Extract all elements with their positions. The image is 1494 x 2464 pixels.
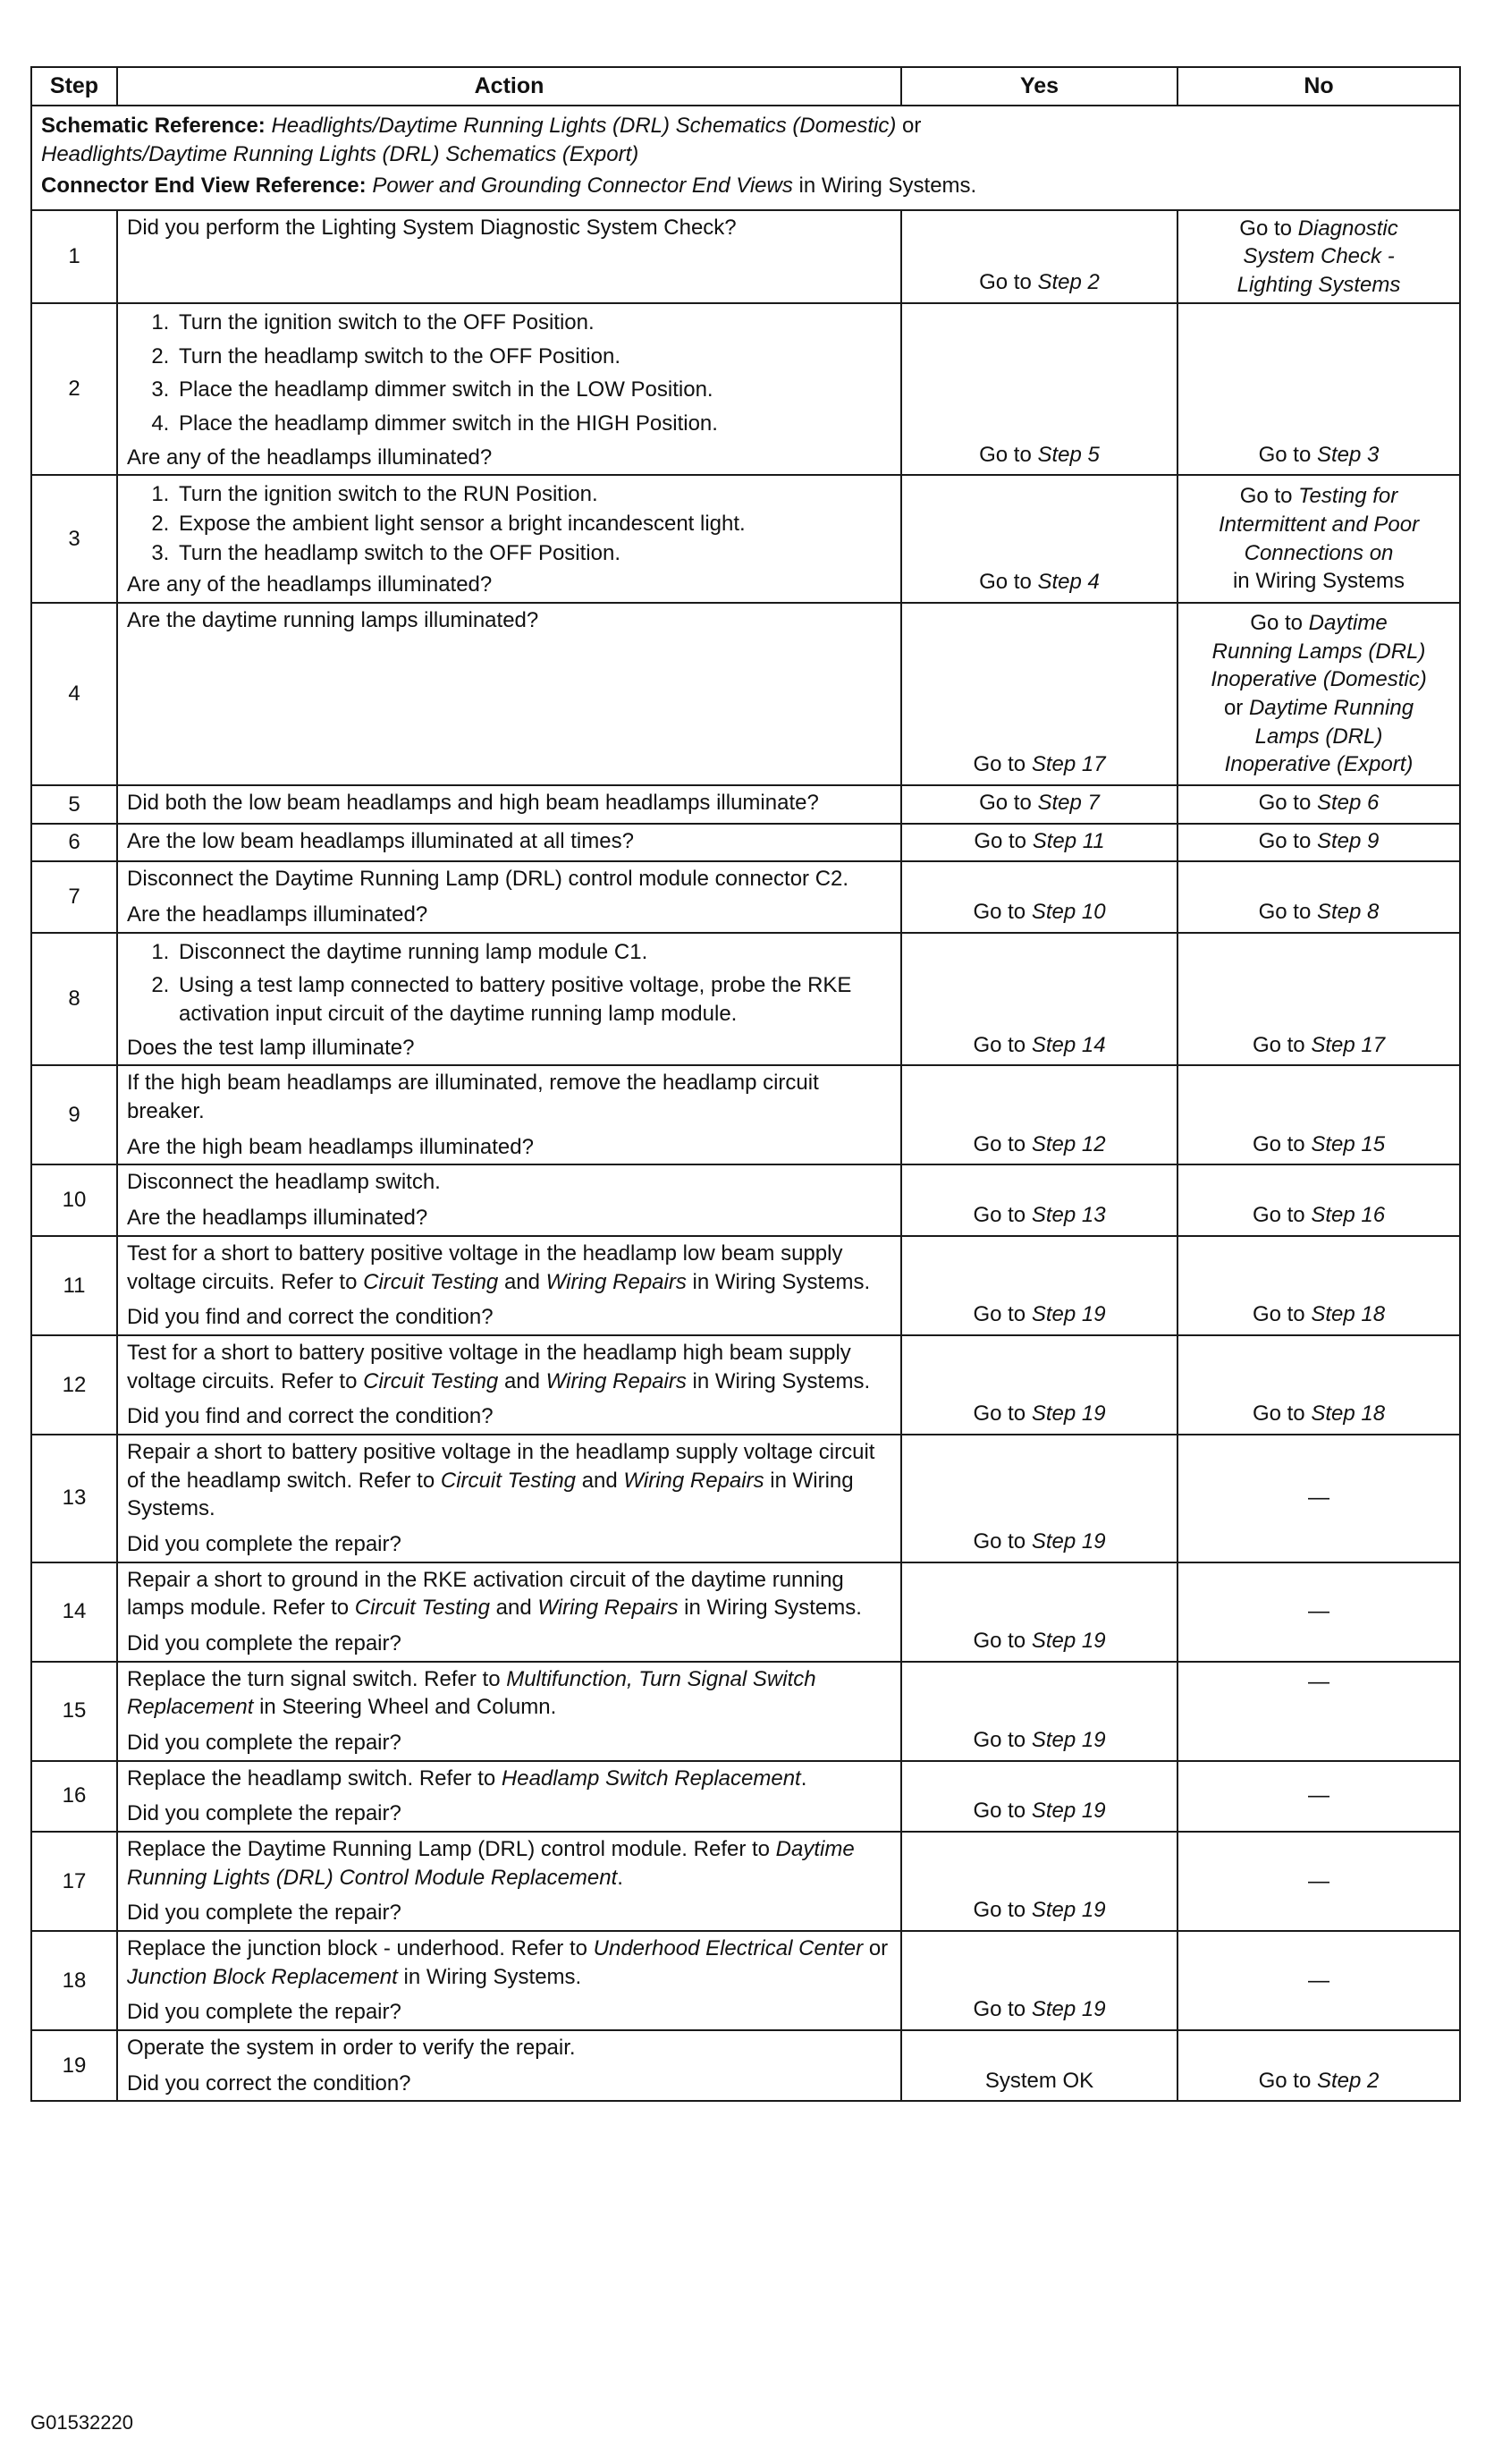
no-goto: Go to: [1239, 484, 1299, 509]
no-goto: Go to: [1258, 828, 1317, 853]
header-action: Action: [117, 67, 901, 106]
instruction-text: in Wiring Systems.: [678, 1596, 862, 1621]
step-number: 18: [31, 1931, 117, 2030]
yes-cell: [901, 1761, 1177, 1832]
diagnostic-table-sheet: [30, 66, 1461, 2102]
yes-step-link: Step 17: [1031, 752, 1106, 777]
step-question: Are any of the headlamps illuminated?: [127, 445, 493, 470]
table-row: [31, 303, 1460, 475]
step-action: [117, 1832, 901, 1931]
step-action: [117, 2030, 901, 2101]
no-cell: [1177, 603, 1460, 785]
step-instructions: [127, 480, 891, 567]
header-yes: Yes: [901, 67, 1177, 106]
table-row: [31, 933, 1460, 1066]
step-question: Did you complete the repair?: [127, 2000, 401, 2025]
table-row: [31, 210, 1460, 303]
yes-step-link: Step 19: [1031, 1401, 1106, 1427]
step-number: 14: [31, 1562, 117, 1662]
step-action: [117, 933, 901, 1066]
yes-step-link: Step 19: [1031, 1898, 1106, 1923]
step-number: 8: [31, 933, 117, 1066]
table-row: [31, 1335, 1460, 1435]
yes-cell: [901, 1335, 1177, 1435]
table-row: [31, 475, 1460, 603]
no-cell: [1177, 1335, 1460, 1435]
no-line: [1187, 482, 1450, 511]
no-step-link: Step 15: [1311, 1131, 1386, 1156]
no-cell: —: [1177, 1931, 1460, 2030]
no-line: Inoperative (Domestic): [1211, 667, 1427, 692]
no-goto: Go to: [1252, 1032, 1312, 1057]
step-question: Did you complete the repair?: [127, 1531, 401, 1556]
no-step-link: Step 6: [1316, 791, 1380, 816]
yes-cell: [901, 210, 1177, 303]
step-action: [117, 303, 901, 475]
instruction-item: 2. Turn the headlamp switch to the OFF Position.: [175, 343, 891, 371]
no-goto: Go to: [1258, 900, 1317, 925]
ref-circuit-testing: Circuit Testing: [354, 1596, 490, 1621]
yes-goto: Go to: [973, 1997, 1032, 2022]
step-number: 12: [31, 1335, 117, 1435]
yes-goto: Go to: [979, 791, 1038, 816]
yes-goto: Go to: [974, 828, 1033, 853]
table-row: [31, 1435, 1460, 1562]
instruction-item: 3. Turn the headlamp switch to the OFF Position.: [175, 539, 891, 568]
step-action: [117, 1065, 901, 1164]
step-number: 1: [31, 210, 117, 303]
instruction-item: 3. Place the headlamp dimmer switch in the LOW Position.: [175, 376, 891, 404]
no-goto: Go to: [1252, 1203, 1312, 1228]
instruction-text: Repair a short to ground in the RKE activation circuit of the daytime running lamps module. Refer to: [127, 1567, 844, 1621]
connector-reference: [41, 172, 1450, 200]
no-goto: Go to: [1252, 1131, 1312, 1156]
instruction-text: Replace the Daytime Running Lamp (DRL) control module. Refer to: [127, 1836, 776, 1861]
yes-goto: Go to: [973, 1799, 1032, 1824]
no-line: System Check -: [1243, 244, 1395, 269]
yes-goto: Go to: [973, 1203, 1032, 1228]
no-step-link: Step 2: [1316, 2068, 1380, 2093]
step-action: [117, 785, 901, 824]
step-number: 4: [31, 603, 117, 785]
step-action: [117, 1562, 901, 1662]
instruction-text: in Wiring Systems.: [397, 1964, 582, 1989]
yes-goto: Go to: [979, 270, 1038, 295]
no-step-link: Step 18: [1311, 1401, 1386, 1427]
no-line: Inoperative (Export): [1224, 752, 1414, 777]
step-question: Did you correct the condition?: [127, 2070, 411, 2096]
no-step-link: Step 16: [1311, 1203, 1386, 1228]
yes-step-link: Step 19: [1031, 1799, 1106, 1824]
ref-wiring-repairs: Wiring Repairs: [537, 1596, 679, 1621]
no-cell: —: [1177, 1832, 1460, 1931]
step-number: 13: [31, 1435, 117, 1562]
step-instruction: [127, 1765, 891, 1793]
instruction-text: Test for a short to battery positive voltage in the headlamp high beam supply voltage circuits. Refer to: [127, 1340, 851, 1393]
no-link-daytime-export: Daytime Running: [1248, 696, 1414, 721]
step-action: [117, 1435, 901, 1562]
yes-goto: Go to: [973, 1727, 1032, 1752]
no-line: [1182, 609, 1456, 638]
no-goto: Go to: [1258, 442, 1317, 467]
ref-circuit-testing: Circuit Testing: [363, 1368, 499, 1393]
no-link-daytime: Daytime: [1308, 611, 1388, 636]
ref-headlamp-switch: Headlamp Switch Replacement: [501, 1765, 801, 1791]
yes-cell: [901, 475, 1177, 603]
instruction-text: in Wiring Systems.: [127, 1468, 854, 1521]
ref-circuit-testing: Circuit Testing: [440, 1468, 577, 1493]
no-goto: Go to: [1258, 791, 1317, 816]
instruction-text: in Wiring Systems.: [686, 1269, 871, 1294]
yes-step-link: Step 2: [1037, 270, 1100, 295]
table-row: [31, 2030, 1460, 2101]
step-question: Are the headlamps illuminated?: [127, 1206, 428, 1231]
no-step-link: Step 3: [1316, 442, 1380, 467]
no-cell: [1177, 1236, 1460, 1335]
step-instruction: [127, 1665, 891, 1722]
no-line: [1182, 694, 1456, 723]
instruction-text: Replace the junction block - underhood. Refer to: [127, 1935, 594, 1960]
connector-tail: in Wiring Systems.: [792, 174, 977, 199]
no-goto: Go to: [1252, 1401, 1312, 1427]
step-action: [117, 1662, 901, 1761]
step-question: Did you find and correct the condition?: [127, 1404, 494, 1429]
instruction-text: and: [576, 1468, 624, 1493]
step-instruction: [127, 1339, 891, 1395]
ref-wiring-repairs: Wiring Repairs: [545, 1269, 687, 1294]
no-cell: [1177, 785, 1460, 824]
yes-step-link: Step 19: [1031, 1528, 1106, 1554]
step-instruction: [127, 1240, 891, 1296]
step-question: Are the daytime running lamps illuminated?: [127, 608, 539, 633]
instruction-text: Test for a short to battery positive voltage in the headlamp low beam supply voltage circuits. Refer to: [127, 1240, 843, 1294]
yes-goto: Go to: [973, 1302, 1032, 1327]
step-number: 9: [31, 1065, 117, 1164]
yes-cell: [901, 1065, 1177, 1164]
schematic-link-domestic: Headlights/Daytime Running Lights (DRL) Schematics (Domestic): [271, 114, 897, 138]
no-goto: Go to: [1239, 216, 1298, 241]
yes-cell: [901, 1662, 1177, 1761]
no-cell: —: [1177, 1562, 1460, 1662]
no-cell: [1177, 475, 1460, 603]
step-number: 7: [31, 861, 117, 932]
step-instruction: If the high beam headlamps are illuminated, remove the headlamp circuit breaker.: [127, 1071, 819, 1124]
step-question: Are the high beam headlamps illuminated?: [127, 1134, 534, 1159]
step-question: Are the low beam headlamps illuminated at all times?: [127, 828, 634, 853]
step-instruction: Operate the system in order to verify the repair.: [127, 2035, 576, 2060]
table-row: [31, 824, 1460, 862]
step-number: 11: [31, 1236, 117, 1335]
no-line: Lamps (DRL): [1254, 724, 1383, 749]
yes-cell: [901, 785, 1177, 824]
step-question: Did both the low beam headlamps and high beam headlamps illuminate?: [127, 791, 819, 816]
yes-goto: Go to: [973, 1401, 1032, 1427]
step-action: [117, 1335, 901, 1435]
yes-step-link: Step 19: [1031, 1302, 1106, 1327]
step-number: 2: [31, 303, 117, 475]
ref-drl-module: Daytime Running Lights (DRL) Control Module Replacement: [127, 1836, 855, 1890]
instruction-text: .: [800, 1765, 807, 1791]
yes-step-link: Step 19: [1031, 1727, 1106, 1752]
instruction-text: and: [498, 1368, 546, 1393]
yes-step-link: Step 7: [1037, 791, 1100, 816]
no-goto: Go to: [1258, 2068, 1317, 2093]
step-instructions: [127, 309, 891, 438]
instruction-item: 2. Expose the ambient light sensor a bright incandescent light.: [175, 510, 891, 538]
figure-id: G01532220: [30, 2411, 133, 2434]
yes-goto: Go to: [973, 1032, 1032, 1057]
no-line: Connections on: [1244, 540, 1394, 565]
instruction-text: Replace the headlamp switch. Refer to: [127, 1765, 502, 1791]
connector-label: Connector End View Reference:: [41, 174, 367, 199]
ref-wiring-repairs: Wiring Repairs: [545, 1368, 687, 1393]
step-action: [117, 1761, 901, 1832]
yes-cell: [901, 1164, 1177, 1235]
instruction-item: 2. Using a test lamp connected to battery positive voltage, probe the RKE activation input circuit of the daytime running lamp module.: [175, 971, 891, 1028]
yes-goto: Go to: [973, 900, 1032, 925]
step-instructions: [127, 938, 891, 1029]
no-line: in Wiring Systems: [1232, 569, 1405, 594]
no-cell: [1177, 1164, 1460, 1235]
ref-circuit-testing: Circuit Testing: [363, 1269, 499, 1294]
yes-step-link: Step 19: [1031, 1997, 1106, 2022]
no-cell: [1177, 1065, 1460, 1164]
yes-cell: [901, 1562, 1177, 1662]
step-action: [117, 1164, 901, 1235]
yes-goto: Go to: [979, 570, 1038, 595]
yes-goto: Go to: [973, 1131, 1032, 1156]
yes-step-link: Step 19: [1031, 1628, 1106, 1653]
table-row: [31, 861, 1460, 932]
no-line: Intermittent and Poor: [1218, 512, 1420, 538]
instruction-text: in Wiring Systems.: [686, 1368, 871, 1393]
step-question: Are any of the headlamps illuminated?: [127, 572, 493, 597]
table-row: [31, 1164, 1460, 1235]
no-step-link: Step 9: [1316, 828, 1380, 853]
yes-step-link: Step 11: [1032, 828, 1105, 853]
instruction-item: 1. Turn the ignition switch to the RUN Position.: [175, 480, 891, 509]
diagnostic-table: [30, 66, 1461, 2102]
schematic-or: or: [896, 114, 922, 138]
header-step: Step: [31, 67, 117, 106]
yes-cell: [901, 303, 1177, 475]
no-cell: [1177, 861, 1460, 932]
step-question: Did you complete the repair?: [127, 1730, 401, 1755]
no-cell: [1177, 210, 1460, 303]
yes-step-link: Step 12: [1031, 1131, 1106, 1156]
yes-cell: [901, 1931, 1177, 2030]
no-cell: [1177, 824, 1460, 862]
step-instruction: [127, 1438, 891, 1523]
table-row: [31, 785, 1460, 824]
yes-cell: [901, 1435, 1177, 1562]
header-no: No: [1177, 67, 1460, 106]
step-number: 17: [31, 1832, 117, 1931]
no-link-testing: Testing for: [1298, 484, 1398, 509]
step-instruction: [127, 1566, 891, 1622]
instruction-text: or: [863, 1935, 889, 1960]
no-cell: —: [1177, 1662, 1460, 1761]
no-line: Lighting Systems: [1237, 272, 1401, 297]
yes-cell: [901, 824, 1177, 862]
ref-junction-block: Junction Block Replacement: [127, 1964, 398, 1989]
yes-goto: Go to: [979, 442, 1038, 467]
ref-underhood-center: Underhood Electrical Center: [593, 1935, 864, 1960]
no-cell: —: [1177, 1435, 1460, 1562]
table-row: [31, 1236, 1460, 1335]
step-action: [117, 1931, 901, 2030]
step-action: [117, 210, 901, 303]
table-row: [31, 1931, 1460, 2030]
no-or: or: [1223, 696, 1249, 721]
no-cell: [1177, 933, 1460, 1066]
reference-row: [31, 106, 1460, 210]
instruction-item: 1. Turn the ignition switch to the OFF Position.: [175, 309, 891, 337]
step-number: 5: [31, 785, 117, 824]
no-step-link: Step 8: [1316, 900, 1380, 925]
yes-step-link: Step 5: [1037, 442, 1100, 467]
step-question: Did you find and correct the condition?: [127, 1305, 494, 1330]
step-instruction: [127, 1935, 891, 1991]
yes-goto: Go to: [973, 1898, 1032, 1923]
yes-cell: [901, 1236, 1177, 1335]
step-action: [117, 475, 901, 603]
step-number: 3: [31, 475, 117, 603]
yes-cell: [901, 861, 1177, 932]
step-instruction: Disconnect the headlamp switch.: [127, 1170, 441, 1195]
step-question: Did you complete the repair?: [127, 1630, 401, 1655]
step-question: Did you perform the Lighting System Diagnostic System Check?: [127, 216, 737, 241]
table-row: [31, 1662, 1460, 1761]
table-row: [31, 1562, 1460, 1662]
yes-goto: Go to: [973, 1528, 1032, 1554]
step-action: [117, 1236, 901, 1335]
yes-cell: [901, 603, 1177, 785]
schematic-reference: [41, 112, 1450, 168]
table-row: [31, 603, 1460, 785]
step-number: 10: [31, 1164, 117, 1235]
yes-step-link: Step 4: [1037, 570, 1100, 595]
ref-turn-signal-switch: Multifunction, Turn Signal Switch Replacement: [127, 1666, 816, 1720]
step-number: 6: [31, 824, 117, 862]
step-number: 15: [31, 1662, 117, 1761]
step-number: 16: [31, 1761, 117, 1832]
yes-cell: [901, 933, 1177, 1066]
no-step-link: Step 18: [1311, 1302, 1386, 1327]
instruction-item: 1. Disconnect the daytime running lamp module C1.: [175, 938, 891, 967]
reference-cell: [31, 106, 1460, 210]
no-goto: Go to: [1252, 1302, 1312, 1327]
table-header-row: [31, 67, 1460, 106]
step-question: Did you complete the repair?: [127, 1901, 401, 1926]
no-link-diagnostic: Diagnostic: [1297, 216, 1398, 241]
step-action: [117, 603, 901, 785]
schematic-link-export: Headlights/Daytime Running Lights (DRL) Schematics (Export): [41, 141, 639, 166]
instruction-text: and: [489, 1596, 538, 1621]
no-step-link: Step 17: [1311, 1032, 1386, 1057]
yes-step-link: Step 14: [1031, 1032, 1106, 1057]
connector-link: Power and Grounding Connector End Views: [372, 174, 793, 199]
ref-wiring-repairs: Wiring Repairs: [623, 1468, 764, 1493]
step-question: Did you complete the repair?: [127, 1801, 401, 1826]
no-line: [1187, 215, 1450, 243]
instruction-item: 4. Place the headlamp dimmer switch in the HIGH Position.: [175, 410, 891, 438]
yes-goto: Go to: [973, 752, 1032, 777]
yes-goto: Go to: [973, 1628, 1032, 1653]
step-question: Does the test lamp illuminate?: [127, 1035, 415, 1060]
no-goto: Go to: [1250, 611, 1309, 636]
yes-step-link: Step 13: [1031, 1203, 1106, 1228]
instruction-text: and: [498, 1269, 546, 1294]
yes-cell: System OK: [901, 2030, 1177, 2101]
step-number: 19: [31, 2030, 117, 2101]
step-instruction: [127, 1835, 891, 1892]
yes-cell: [901, 1832, 1177, 1931]
schematic-label: Schematic Reference:: [41, 114, 266, 138]
no-cell: [1177, 2030, 1460, 2101]
step-action: [117, 824, 901, 862]
instruction-text: .: [617, 1865, 623, 1890]
instruction-text: Repair a short to battery positive voltage in the headlamp supply voltage circuit of the headlamp switch. Refer to: [127, 1439, 875, 1493]
step-question: Are the headlamps illuminated?: [127, 902, 428, 927]
table-row: [31, 1761, 1460, 1832]
yes-step-link: Step 10: [1031, 900, 1106, 925]
step-instruction: Disconnect the Daytime Running Lamp (DRL) control module connector C2.: [127, 867, 849, 892]
no-cell: —: [1177, 1761, 1460, 1832]
no-cell: [1177, 303, 1460, 475]
step-action: [117, 861, 901, 932]
table-row: [31, 1065, 1460, 1164]
no-line: Running Lamps (DRL): [1211, 639, 1426, 664]
instruction-text: in Steering Wheel and Column.: [253, 1695, 557, 1720]
table-row: [31, 1832, 1460, 1931]
instruction-text: Replace the turn signal switch. Refer to: [127, 1666, 507, 1691]
